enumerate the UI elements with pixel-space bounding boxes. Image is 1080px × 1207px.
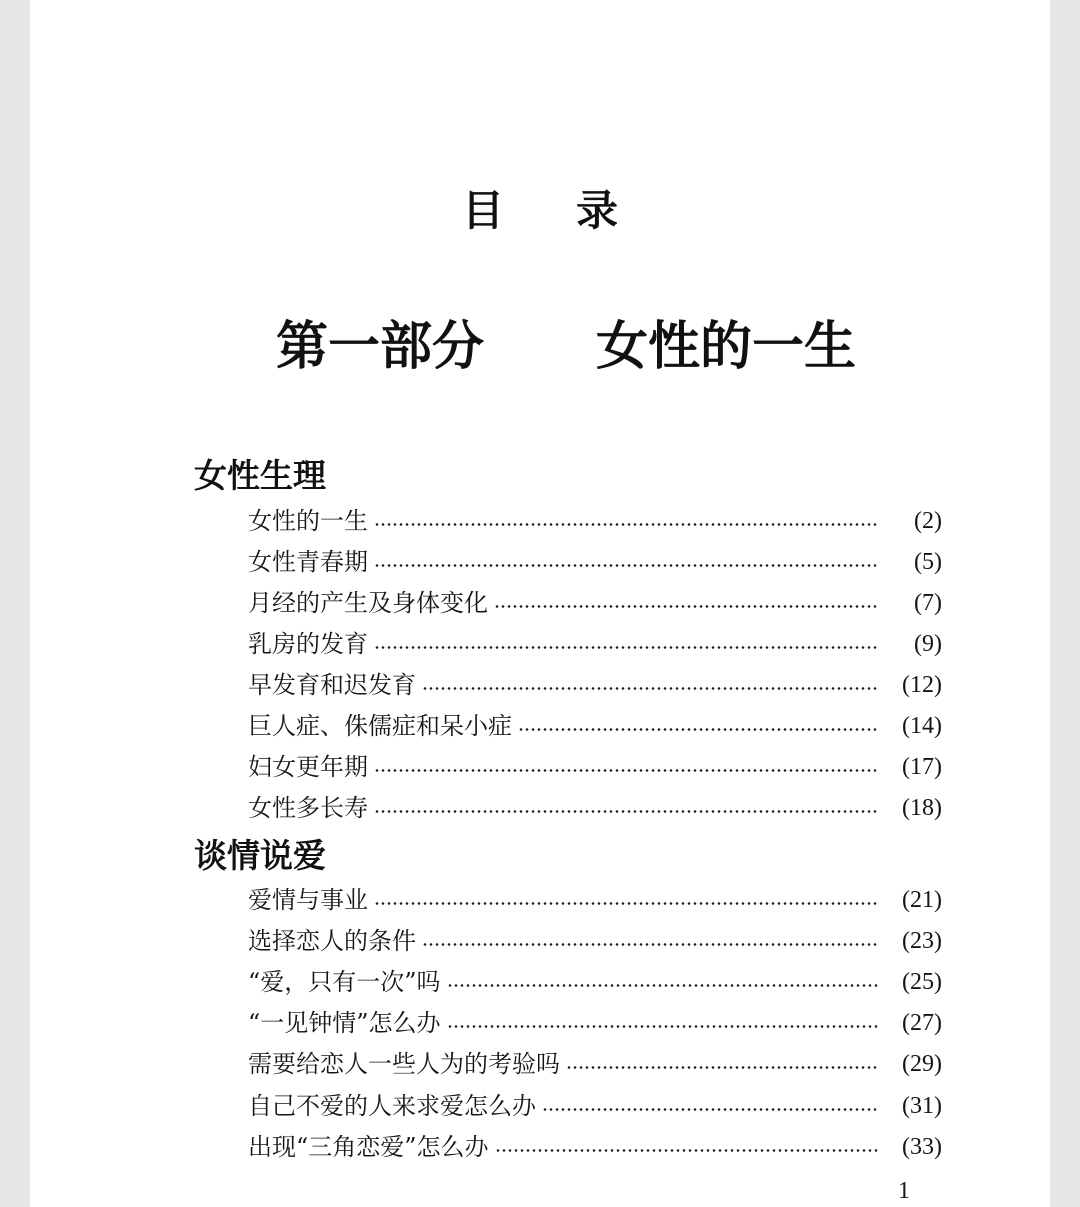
dot-leader <box>518 728 878 731</box>
toc-entry[interactable] <box>248 545 942 579</box>
toc-entry[interactable] <box>248 750 942 784</box>
toc-entry-page: (23) <box>902 928 942 954</box>
toc-entry-title: 女性的一生 <box>248 507 368 535</box>
dot-leader <box>374 769 878 772</box>
toc-entry[interactable] <box>248 1006 942 1040</box>
section-heading: 谈情说爱 <box>194 836 326 875</box>
toc-entry-title: 出现“三角恋爱”怎么办 <box>248 1133 489 1161</box>
toc-entry-title: 月经的产生及身体变化 <box>248 589 488 617</box>
dot-leader <box>374 523 878 526</box>
toc-entry[interactable] <box>248 965 942 999</box>
toc-entry[interactable] <box>248 627 942 661</box>
dot-leader <box>374 564 878 567</box>
toc-entry[interactable] <box>248 883 942 917</box>
toc-entry-page: (14) <box>902 713 942 739</box>
toc-entry-page: (33) <box>902 1134 942 1160</box>
toc-entry-title: 爱情与事业 <box>248 886 368 914</box>
toc-entry[interactable] <box>248 791 942 825</box>
toc-entry-page: (7) <box>914 590 942 616</box>
part-number: 第一部分 <box>276 317 485 377</box>
dot-leader <box>374 902 878 905</box>
toc-entry-title: 选择恋人的条件 <box>248 927 416 955</box>
section-heading: 女性生理 <box>194 456 326 495</box>
toc-entry-title: 妇女更年期 <box>248 753 368 781</box>
dot-leader <box>447 1025 878 1028</box>
toc-entry[interactable] <box>248 1089 942 1123</box>
toc-entry[interactable] <box>248 586 942 620</box>
toc-entry[interactable] <box>248 924 942 958</box>
toc-entry-page: (2) <box>914 508 942 534</box>
toc-entry-page: (17) <box>902 754 942 780</box>
toc-entry-title: 女性青春期 <box>248 548 368 576</box>
toc-entry-title: “一见钟情”怎么办 <box>248 1009 441 1037</box>
toc-entry-title: 需要给恋人一些人为的考验吗 <box>248 1050 560 1078</box>
page-number: 1 <box>898 1178 910 1204</box>
part-name: 女性的一生 <box>596 317 857 377</box>
dot-leader <box>494 605 878 608</box>
dot-leader <box>566 1066 878 1069</box>
toc-entry-page: (21) <box>902 887 942 913</box>
toc-entry-title: “爱，只有一次”吗 <box>248 968 441 996</box>
toc-entry-title: 自己不爱的人来求爱怎么办 <box>248 1092 536 1120</box>
toc-entry-page: (5) <box>914 549 942 575</box>
toc-entry[interactable] <box>248 709 942 743</box>
toc-entry-page: (27) <box>902 1010 942 1036</box>
toc-entry-page: (29) <box>902 1051 942 1077</box>
toc-entry[interactable] <box>248 1047 942 1081</box>
dot-leader <box>422 943 878 946</box>
toc-entry-page: (18) <box>902 795 942 821</box>
dot-leader <box>374 810 878 813</box>
toc-entry-page: (25) <box>902 969 942 995</box>
toc-entry-page: (9) <box>914 631 942 657</box>
dot-leader <box>495 1149 878 1152</box>
toc-entry[interactable] <box>248 1130 942 1164</box>
dot-leader <box>542 1108 878 1111</box>
toc-entry[interactable] <box>248 668 942 702</box>
toc-entry-title: 早发育和迟发育 <box>248 671 416 699</box>
dot-leader <box>447 984 878 987</box>
toc-entry-title: 女性多长寿 <box>248 794 368 822</box>
toc-entry-page: (12) <box>902 672 942 698</box>
dot-leader <box>374 646 878 649</box>
toc-entry[interactable] <box>248 504 942 538</box>
document-page <box>30 0 1050 1207</box>
dot-leader <box>422 687 878 690</box>
page-title: 目录 <box>461 186 690 235</box>
toc-entry-title: 巨人症、侏儒症和呆小症 <box>248 712 512 740</box>
toc-entry-page: (31) <box>902 1093 942 1119</box>
toc-entry-title: 乳房的发育 <box>248 630 368 658</box>
